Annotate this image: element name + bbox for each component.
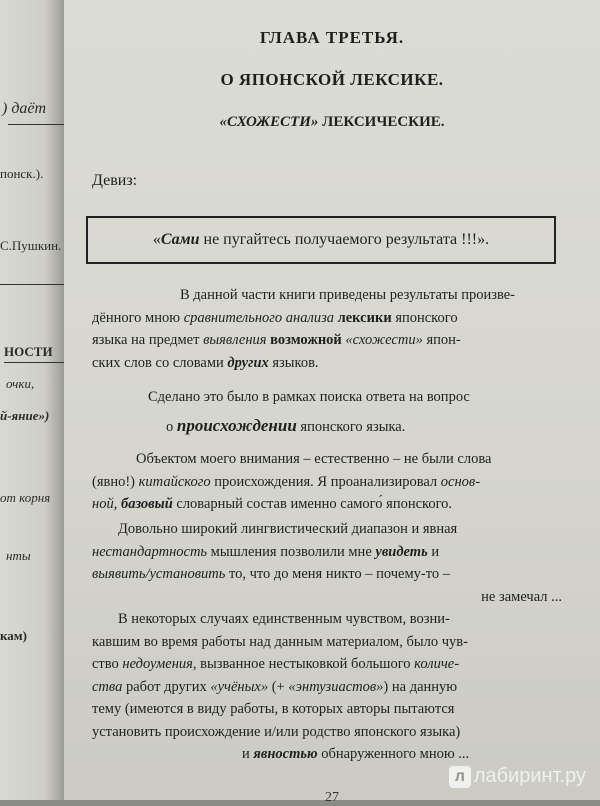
motto-box bbox=[86, 216, 556, 264]
text-run-bold: возможной bbox=[270, 332, 342, 348]
text-line bbox=[92, 541, 562, 564]
facing-page-text: от корня bbox=[0, 490, 51, 505]
text-run-italic: сравнительного анализа bbox=[183, 309, 334, 326]
text-run: обнаруженного мною ... bbox=[317, 746, 470, 762]
text-line: не замечал ... bbox=[481, 588, 562, 605]
motto-emphasis: Сами bbox=[160, 231, 200, 248]
text-run: японского языка. bbox=[296, 418, 406, 435]
facing-page-text: НОСТИ bbox=[4, 344, 53, 359]
text-run: (+ bbox=[268, 678, 289, 695]
subsection-title bbox=[64, 114, 600, 131]
labirint-logo-icon: л bbox=[449, 766, 471, 788]
facing-page-text: й-яние») bbox=[0, 408, 50, 423]
text-line: установить происхождение и/или родство японского языка) bbox=[92, 723, 461, 740]
motto-label: Девиз: bbox=[92, 172, 138, 189]
text-run-italic: нестандартность bbox=[92, 543, 208, 560]
facing-page-text: кам) bbox=[0, 628, 27, 643]
text-line bbox=[92, 743, 562, 766]
text-line: Довольно широкий лингвистический диапазон и явная bbox=[118, 521, 458, 537]
paragraph-1 bbox=[92, 284, 562, 374]
paragraph-5 bbox=[92, 608, 562, 766]
watermark bbox=[449, 765, 586, 788]
paragraph-3 bbox=[92, 448, 562, 516]
text-run: японского bbox=[391, 309, 458, 326]
text-run: то, что до меня никто – почему-то – bbox=[225, 566, 450, 582]
text-run-italic: ной bbox=[92, 496, 114, 512]
text-line bbox=[92, 352, 562, 375]
facing-page-text: нты bbox=[6, 548, 31, 563]
text-line bbox=[92, 415, 562, 439]
underline bbox=[8, 124, 64, 125]
text-line bbox=[92, 307, 562, 330]
text-line: Сделано это было в рамках поиска ответа на вопрос bbox=[148, 389, 470, 405]
text-run: словарный состав именно самого́ японского. bbox=[172, 496, 453, 512]
text-run: происхождения. Я проанализировал bbox=[210, 473, 441, 490]
facing-page-text: ) даёт bbox=[2, 100, 47, 117]
text-run: (явно!) bbox=[92, 473, 139, 490]
text-run: о bbox=[166, 418, 177, 435]
text-run: дённого мною bbox=[92, 309, 184, 326]
text-run: языков. bbox=[268, 354, 319, 371]
section-title: О ЯПОНСКОЙ ЛЕКСИКЕ. bbox=[220, 70, 444, 89]
text-run-bold-italic: происхождении bbox=[176, 415, 297, 435]
text-run: , bbox=[113, 496, 121, 512]
underline bbox=[4, 362, 64, 363]
text-run-italic: выявления bbox=[203, 332, 267, 348]
book-page bbox=[64, 0, 600, 805]
text-line: Объектом моего внимания – естественно – не были слова bbox=[136, 451, 492, 467]
text-run-italic: «учёных» bbox=[210, 678, 269, 695]
text-line bbox=[92, 493, 562, 516]
text-run-italic: «схожести» bbox=[345, 332, 423, 348]
text-line bbox=[92, 676, 562, 699]
text-run-bold-italic: увидеть bbox=[375, 543, 428, 560]
subsection-rest: ЛЕКСИЧЕСКИЕ. bbox=[318, 114, 445, 130]
text-line bbox=[92, 329, 562, 352]
subsection-quoted: «СХОЖЕСТИ» bbox=[219, 114, 319, 130]
text-run: мышления позволили мне bbox=[207, 543, 376, 560]
text-run: и bbox=[427, 543, 440, 560]
text-run-bold: лексики bbox=[337, 309, 392, 326]
text-line: тему (имеются в виду работы, в которых авторы пытаются bbox=[92, 701, 455, 717]
text-run-italic: основ- bbox=[440, 473, 481, 490]
text-line: кавшим во время работы над данным материалом, было чув- bbox=[92, 633, 468, 650]
text-run-italic: ства bbox=[92, 678, 123, 695]
text-run: япон- bbox=[422, 332, 461, 348]
text-run: , вызванное нестыковкой большого bbox=[192, 656, 415, 672]
watermark-text: лабиринт.ру bbox=[473, 765, 586, 787]
text-line bbox=[92, 563, 562, 586]
text-run-italic: «энтузиастов» bbox=[288, 678, 384, 695]
text-run-italic: выявить/установить bbox=[92, 566, 226, 582]
text-run-bold-italic: базовый bbox=[120, 496, 173, 512]
page-number: 27 bbox=[325, 790, 339, 805]
motto-text: не пугайтесь получаемого результата !!!». bbox=[199, 231, 490, 248]
facing-page-fragment bbox=[0, 0, 64, 800]
text-run: работ других bbox=[122, 678, 211, 695]
chapter-title: ГЛАВА ТРЕТЬЯ. bbox=[259, 28, 405, 47]
text-run: и bbox=[242, 746, 254, 762]
facing-page-text: понск.). bbox=[0, 166, 44, 181]
paragraph-2 bbox=[92, 386, 562, 438]
text-run: ских слов со словами bbox=[92, 354, 228, 371]
text-line: В данной части книги приведены результаты произве- bbox=[180, 287, 516, 303]
text-run-bold-italic: других bbox=[227, 354, 269, 371]
text-run: языка на предмет bbox=[92, 332, 204, 348]
facing-page-text: С.Пушкин. bbox=[0, 238, 62, 253]
facing-page-text: очки, bbox=[6, 376, 35, 391]
text-run-italic: китайского bbox=[138, 473, 211, 490]
text-run: ство bbox=[92, 656, 123, 672]
text-line bbox=[92, 653, 562, 676]
text-run-italic: количе- bbox=[414, 656, 460, 672]
text-line bbox=[92, 471, 562, 494]
text-run-bold-italic: явностью bbox=[253, 746, 318, 762]
text-run-italic: недоумения bbox=[122, 656, 193, 672]
motto-open: « bbox=[152, 231, 161, 248]
paragraph-4 bbox=[92, 518, 562, 608]
divider bbox=[0, 284, 64, 285]
text-run: ) на данную bbox=[383, 678, 458, 695]
text-line: В некоторых случаях единственным чувством, возни- bbox=[118, 611, 450, 627]
